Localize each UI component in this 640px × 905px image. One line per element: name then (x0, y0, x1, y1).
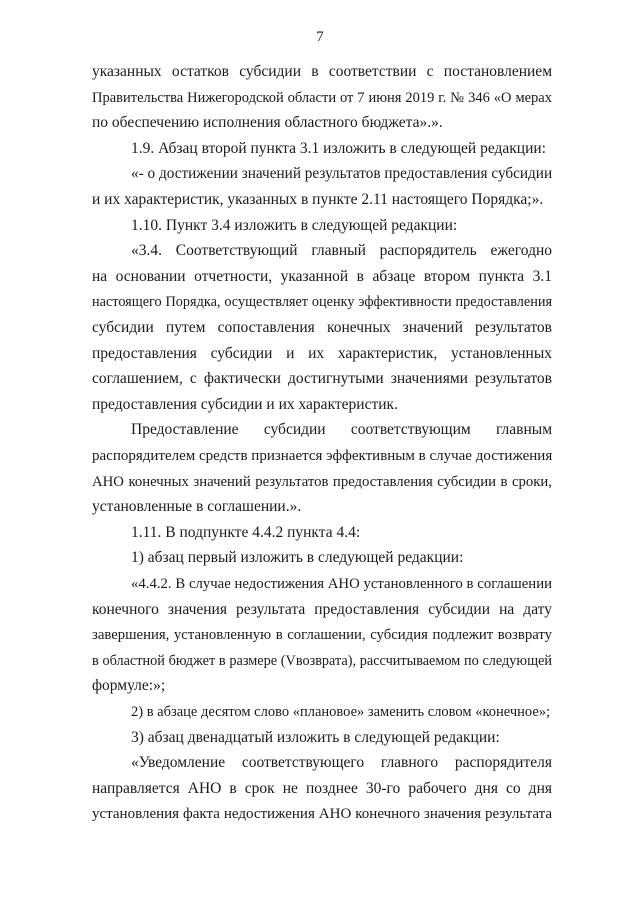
text-line: субсидии путем сопоставления конечных значений результатов (92, 319, 552, 336)
text-line: «Уведомление соответствующего главного распорядителя (131, 754, 552, 772)
text-line: указанных остатков субсидии в соответствии с постановлением (92, 63, 552, 80)
text-line: «3.4. Соответствующий главный распорядитель ежегодно (131, 242, 552, 260)
text-line: предоставления субсидии и их характеристик. (92, 395, 398, 413)
text-line: конечного значения результата предоставления субсидии на дату (92, 600, 552, 618)
text-line: предоставления субсидии и их характеристик, установленных (92, 344, 552, 362)
text-line: 3) абзац двенадцатый изложить в следующей редакции: (131, 728, 500, 746)
text-line: распорядителем средств признается эффективным в случае достижения (92, 448, 553, 464)
text-line: на основании отчетности, указанной в абзаце втором пункта 3.1 (92, 267, 552, 285)
page-number: 7 (316, 29, 324, 45)
text-line: 1.10. Пункт 3.4 изложить в следующей редакции: (131, 216, 458, 234)
text-line: 1.11. В подпункте 4.4.2 пункта 4.4: (131, 523, 361, 541)
text-line: Правительства Нижегородской области от 7 июня 2019 г. № 346 «О мерах (92, 89, 552, 106)
text-line: 1.9. Абзац второй пункта 3.1 изложить в следующей редакции: (131, 139, 546, 157)
text-line: в областной бюджет в размере (Vвозврата), рассчитываемом по следующей (92, 652, 552, 669)
text-line: по обеспечению исполнения областного бюджета».». (92, 114, 443, 132)
text-line: АНО конечных значений результатов предоставления субсидии в сроки, (92, 473, 552, 490)
text-line: формуле:»; (92, 677, 166, 695)
text-line: «- о достижении значений результатов предоставления субсидии (131, 165, 553, 183)
text-line: «4.4.2. В случае недостижения АНО установленного в соглашении (131, 576, 552, 592)
text-line: 2) в абзаце десятом слово «плановое» заменить словом «конечное»; (131, 704, 551, 720)
text-line: установленные в соглашении.». (92, 498, 302, 516)
text-line: установления факта недостижения АНО конечного значения результата (92, 806, 552, 823)
text-line: настоящего Порядка, осуществляет оценку эффективности предоставления (92, 294, 552, 311)
text-line: Предоставление субсидии соответствующим главным (131, 421, 552, 439)
text-line: 1) абзац первый изложить в следующей редакции: (131, 549, 464, 567)
text-line: соглашением, с фактически достигнутыми значениями результатов (92, 370, 552, 388)
text-line: и их характеристик, указанных в пункте 2.11 настоящего Порядка;». (92, 191, 544, 208)
text-line: завершения, установленную в соглашении, субсидия подлежит возврату (92, 627, 552, 644)
text-line: направляется АНО в срок не позднее 30-го рабочего дня со дня (92, 779, 552, 797)
